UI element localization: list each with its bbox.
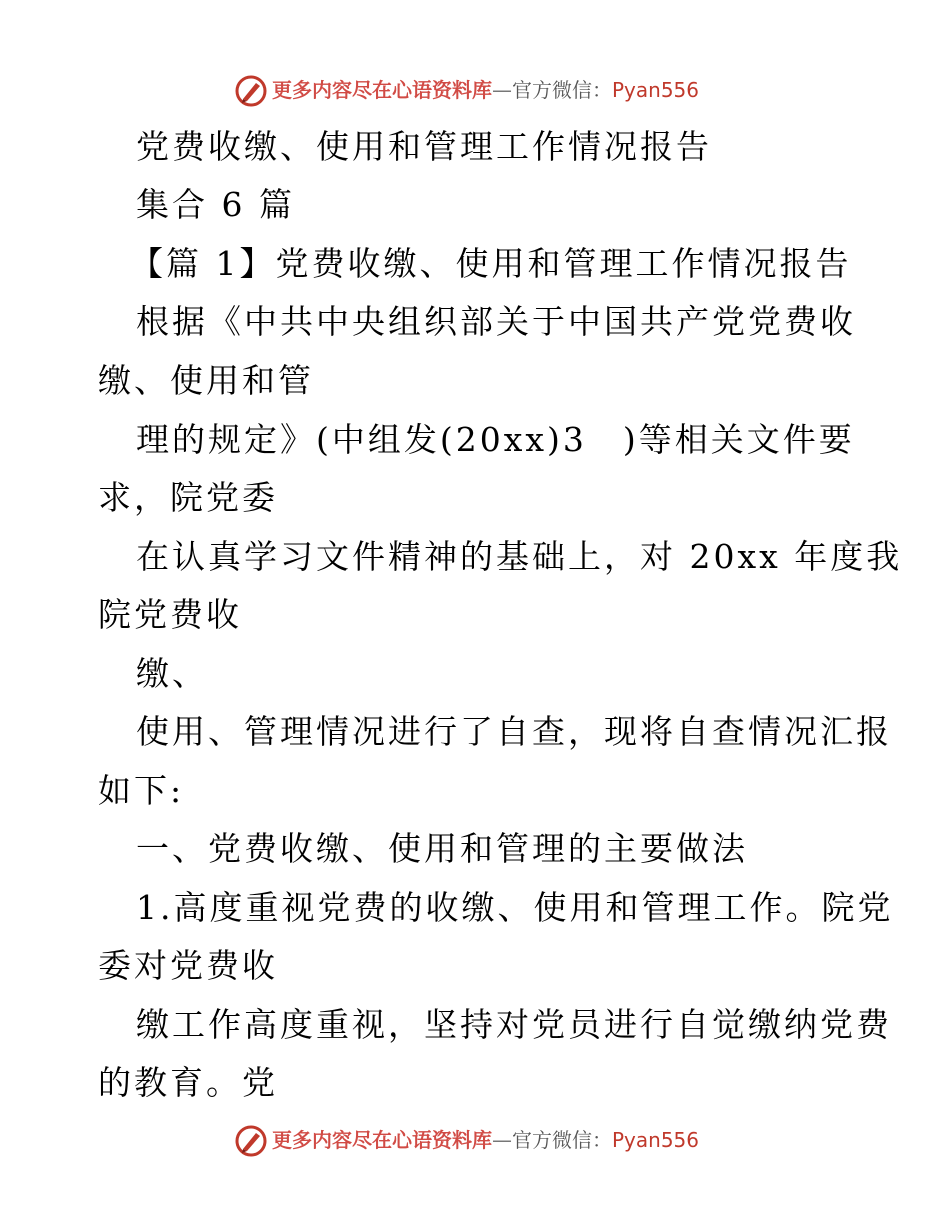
banner-wechat-id: Pyan556 bbox=[612, 78, 700, 102]
paragraph-line: 缴、 bbox=[136, 654, 208, 693]
paragraph-line: 使用、管理情况进行了自查，现将自查情况汇报 bbox=[136, 712, 892, 751]
banner-main-text: 更多内容尽在心语资料库 bbox=[272, 1128, 492, 1152]
document-subtitle: 集合 6 篇 bbox=[136, 185, 295, 224]
banner-main-text: 更多内容尽在心语资料库 bbox=[272, 78, 492, 102]
footer-banner bbox=[0, 1120, 950, 1160]
paragraph-line: 缴、使用和管 bbox=[98, 361, 314, 400]
paragraph-line: 1.高度重视党费的收缴、使用和管理工作。院党 bbox=[136, 888, 894, 927]
paragraph-line: 在认真学习文件精神的基础上，对 20xx 年度我 bbox=[136, 537, 903, 576]
pen-logo-icon bbox=[234, 1124, 268, 1158]
section-heading: 【篇 1】党费收缴、使用和管理工作情况报告 bbox=[130, 244, 852, 283]
banner-text bbox=[272, 1128, 699, 1152]
document-title: 党费收缴、使用和管理工作情况报告 bbox=[136, 127, 712, 166]
paragraph-line: 的教育。党 bbox=[98, 1063, 278, 1102]
banner-wechat-id: Pyan556 bbox=[612, 1128, 700, 1152]
paragraph-line: 院党费收 bbox=[98, 595, 242, 634]
subsection-heading: 一、党费收缴、使用和管理的主要做法 bbox=[136, 829, 748, 868]
paragraph-line: 求，院党委 bbox=[98, 478, 278, 517]
paragraph-line: 根据《中共中央组织部关于中国共产党党费收 bbox=[136, 302, 856, 341]
banner-separator: — bbox=[492, 78, 512, 102]
paragraph-line: 理的规定》(中组发(20xx)3 )等相关文件要 bbox=[136, 420, 855, 459]
paragraph-line: 缴工作高度重视，坚持对党员进行自觉缴纳党费 bbox=[136, 1005, 892, 1044]
banner-wechat-label: 官方微信： bbox=[512, 78, 612, 102]
banner-wechat-label: 官方微信： bbox=[512, 1128, 612, 1152]
paragraph-line: 委对党费收 bbox=[98, 946, 278, 985]
paragraph-line: 如下: bbox=[98, 771, 185, 810]
banner-separator: — bbox=[492, 1128, 512, 1152]
